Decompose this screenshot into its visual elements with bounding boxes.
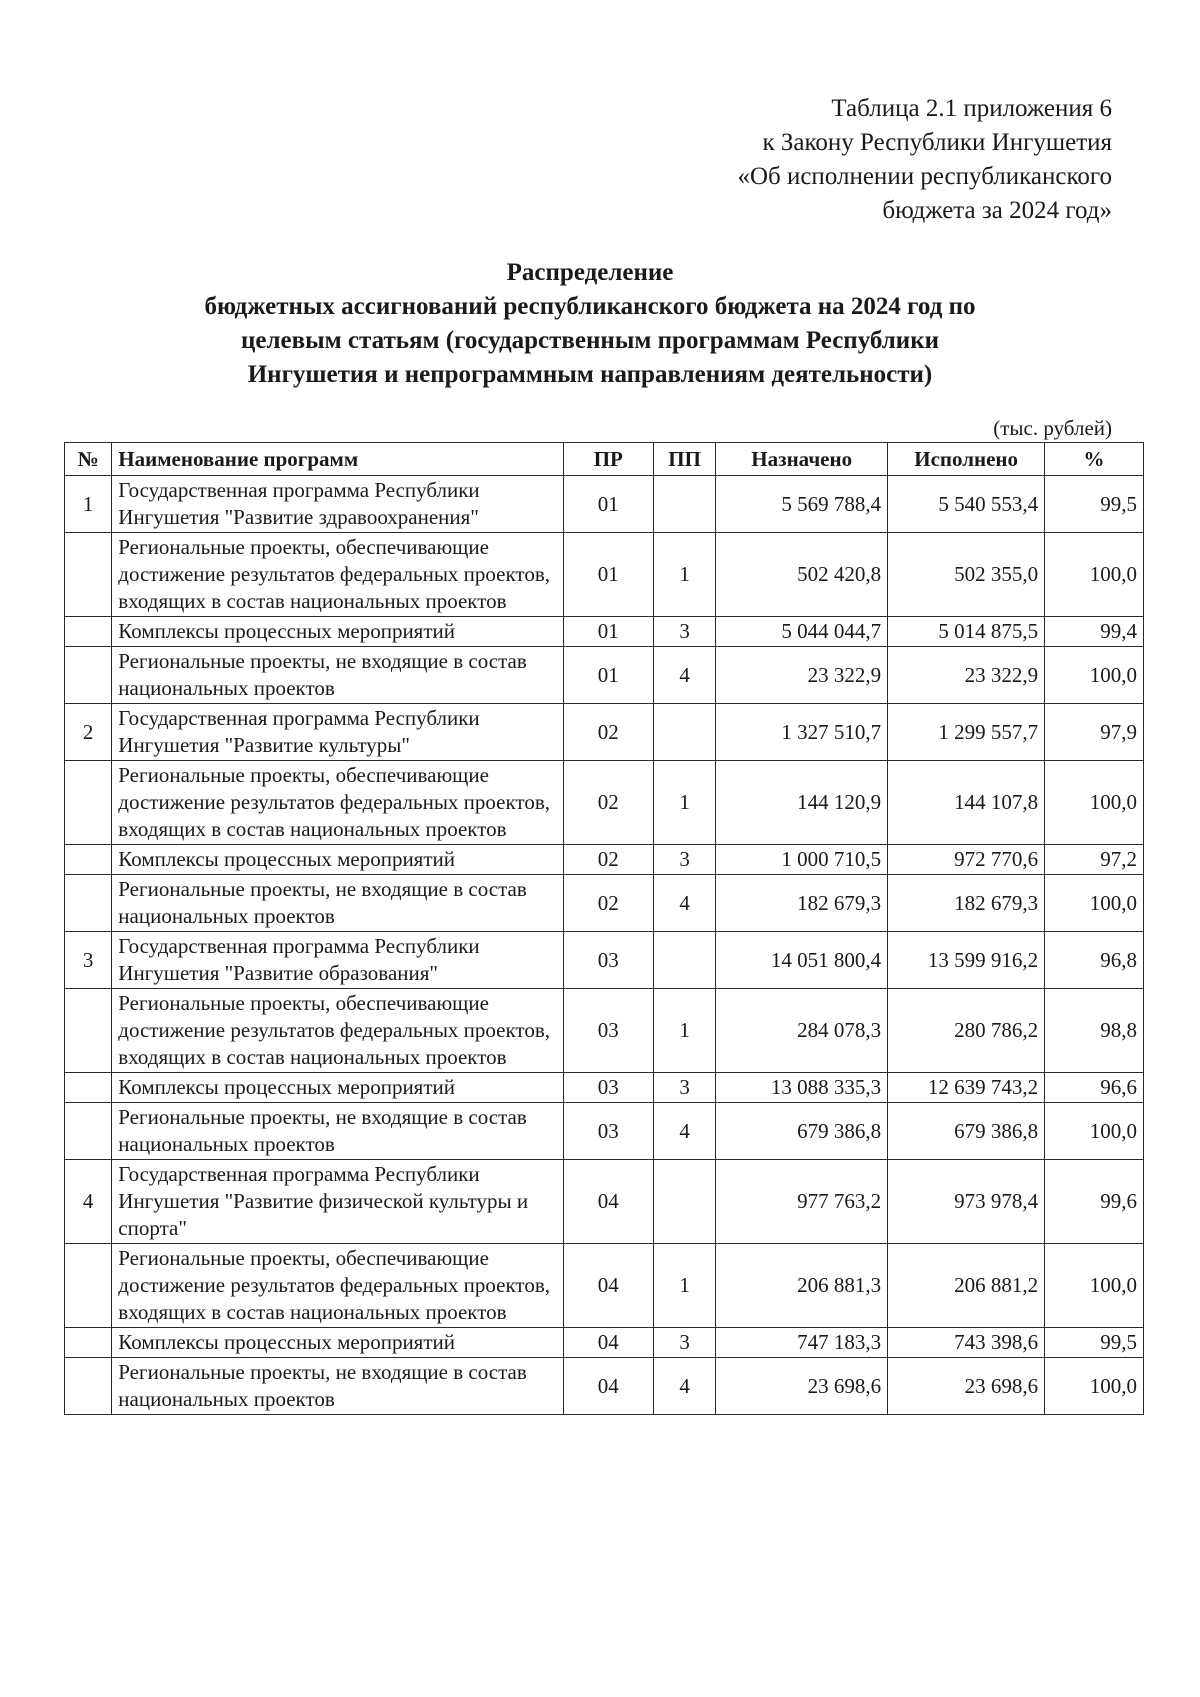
cell-number — [65, 1073, 112, 1103]
cell-pp: 3 — [653, 845, 715, 875]
cell-pr: 02 — [563, 704, 653, 761]
table-row — [65, 1358, 1144, 1415]
cell-pr: 03 — [563, 1103, 653, 1160]
cell-number: 4 — [65, 1160, 112, 1244]
document-title-line: бюджетных ассигнований республиканского бюджета на 2024 год по — [204, 293, 976, 320]
cell-pp — [653, 704, 715, 761]
cell-pp: 4 — [653, 647, 715, 704]
cell-executed: 502 355,0 — [888, 533, 1045, 617]
cell-percent: 96,6 — [1045, 1073, 1144, 1103]
cell-program-name: Региональные проекты, не входящие в состав национальных проектов — [112, 1103, 563, 1160]
cell-program-name: Государственная программа Республики Ингушетия "Развитие образования" — [112, 932, 563, 989]
cell-program-name: Региональные проекты, не входящие в состав национальных проектов — [112, 1358, 563, 1415]
table-row — [65, 476, 1144, 533]
cell-percent: 99,6 — [1045, 1160, 1144, 1244]
cell-pr: 04 — [563, 1328, 653, 1358]
cell-number — [65, 1358, 112, 1415]
cell-program-name: Региональные проекты, не входящие в состав национальных проектов — [112, 875, 563, 932]
cell-pr: 04 — [563, 1244, 653, 1328]
table-row — [65, 1328, 1144, 1358]
table-row — [65, 875, 1144, 932]
header-pr: ПР — [563, 443, 653, 476]
cell-number: 3 — [65, 932, 112, 989]
cell-executed: 743 398,6 — [888, 1328, 1045, 1358]
cell-executed: 23 698,6 — [888, 1358, 1045, 1415]
cell-pp: 1 — [653, 989, 715, 1073]
cell-pr: 03 — [563, 932, 653, 989]
cell-assigned: 977 763,2 — [716, 1160, 888, 1244]
cell-pr: 03 — [563, 1073, 653, 1103]
cell-assigned: 206 881,3 — [716, 1244, 888, 1328]
cell-executed: 206 881,2 — [888, 1244, 1045, 1328]
table-header-row — [65, 443, 1144, 476]
appendix-header-line: Таблица 2.1 приложения 6 — [831, 95, 1112, 122]
appendix-header — [592, 92, 1112, 228]
cell-executed: 1 299 557,7 — [888, 704, 1045, 761]
cell-pp: 1 — [653, 1244, 715, 1328]
cell-pp: 4 — [653, 875, 715, 932]
cell-pr: 04 — [563, 1358, 653, 1415]
cell-assigned: 5 044 044,7 — [716, 617, 888, 647]
cell-assigned: 23 322,9 — [716, 647, 888, 704]
table-row — [65, 932, 1144, 989]
cell-program-name: Региональные проекты, не входящие в состав национальных проектов — [112, 647, 563, 704]
cell-percent: 100,0 — [1045, 875, 1144, 932]
cell-program-name: Комплексы процессных мероприятий — [112, 1073, 563, 1103]
cell-pp: 3 — [653, 1328, 715, 1358]
table-row — [65, 1103, 1144, 1160]
table-row — [65, 1073, 1144, 1103]
cell-pr: 01 — [563, 647, 653, 704]
cell-program-name: Региональные проекты, обеспечивающие достижение результатов федеральных проектов, входящих в состав национальных проектов — [112, 761, 563, 845]
cell-percent: 97,9 — [1045, 704, 1144, 761]
cell-percent: 100,0 — [1045, 533, 1144, 617]
cell-pp: 1 — [653, 761, 715, 845]
cell-number — [65, 647, 112, 704]
cell-executed: 972 770,6 — [888, 845, 1045, 875]
cell-executed: 12 639 743,2 — [888, 1073, 1045, 1103]
cell-program-name: Государственная программа Республики Ингушетия "Развитие физической культуры и спорта" — [112, 1160, 563, 1244]
cell-pp: 1 — [653, 533, 715, 617]
table-row — [65, 533, 1144, 617]
cell-pr: 01 — [563, 617, 653, 647]
budget-table — [64, 442, 1144, 1415]
header-executed: Исполнено — [888, 443, 1045, 476]
table-row — [65, 704, 1144, 761]
cell-pr: 01 — [563, 476, 653, 533]
appendix-header-line: к Закону Республики Ингушетия — [762, 129, 1112, 156]
cell-assigned: 1 327 510,7 — [716, 704, 888, 761]
cell-number: 2 — [65, 704, 112, 761]
cell-executed: 182 679,3 — [888, 875, 1045, 932]
cell-pp: 4 — [653, 1103, 715, 1160]
cell-pp — [653, 1160, 715, 1244]
cell-executed: 23 322,9 — [888, 647, 1045, 704]
document-title-line: Распределение — [506, 259, 674, 286]
table-row — [65, 617, 1144, 647]
cell-program-name: Государственная программа Республики Ингушетия "Развитие культуры" — [112, 704, 563, 761]
cell-pr: 03 — [563, 989, 653, 1073]
cell-percent: 99,5 — [1045, 476, 1144, 533]
header-program-name: Наименование программ — [112, 443, 563, 476]
cell-number — [65, 989, 112, 1073]
cell-number — [65, 1244, 112, 1328]
cell-number — [65, 533, 112, 617]
cell-percent: 100,0 — [1045, 1358, 1144, 1415]
cell-pr: 02 — [563, 761, 653, 845]
cell-assigned: 5 569 788,4 — [716, 476, 888, 533]
cell-program-name: Государственная программа Республики Ингушетия "Развитие здравоохранения" — [112, 476, 563, 533]
table-row — [65, 1244, 1144, 1328]
cell-assigned: 679 386,8 — [716, 1103, 888, 1160]
cell-executed: 5 540 553,4 — [888, 476, 1045, 533]
document-title-line: Ингушетия и непрограммным направлениям деятельности) — [247, 361, 933, 388]
cell-executed: 144 107,8 — [888, 761, 1045, 845]
cell-pr: 02 — [563, 845, 653, 875]
document-title — [130, 256, 1050, 392]
cell-percent: 99,5 — [1045, 1328, 1144, 1358]
appendix-header-line: бюджета за 2024 год» — [882, 197, 1112, 224]
cell-assigned: 502 420,8 — [716, 533, 888, 617]
cell-assigned: 144 120,9 — [716, 761, 888, 845]
cell-pp — [653, 932, 715, 989]
cell-number — [65, 617, 112, 647]
cell-program-name: Комплексы процессных мероприятий — [112, 845, 563, 875]
header-percent: % — [1045, 443, 1144, 476]
cell-pr: 04 — [563, 1160, 653, 1244]
cell-percent: 99,4 — [1045, 617, 1144, 647]
cell-executed: 679 386,8 — [888, 1103, 1045, 1160]
cell-pp — [653, 476, 715, 533]
table-row — [65, 845, 1144, 875]
cell-executed: 13 599 916,2 — [888, 932, 1045, 989]
cell-executed: 280 786,2 — [888, 989, 1045, 1073]
cell-number — [65, 761, 112, 845]
cell-pr: 02 — [563, 875, 653, 932]
cell-percent: 100,0 — [1045, 761, 1144, 845]
cell-percent: 100,0 — [1045, 647, 1144, 704]
cell-assigned: 1 000 710,5 — [716, 845, 888, 875]
document-title-line: целевым статьям (государственным программам Республики — [241, 327, 939, 354]
cell-assigned: 747 183,3 — [716, 1328, 888, 1358]
cell-executed: 5 014 875,5 — [888, 617, 1045, 647]
cell-assigned: 14 051 800,4 — [716, 932, 888, 989]
table-row — [65, 647, 1144, 704]
header-assigned: Назначено — [716, 443, 888, 476]
cell-percent: 100,0 — [1045, 1103, 1144, 1160]
table-row — [65, 761, 1144, 845]
cell-executed: 973 978,4 — [888, 1160, 1045, 1244]
cell-program-name: Региональные проекты, обеспечивающие достижение результатов федеральных проектов, входящих в состав национальных проектов — [112, 533, 563, 617]
cell-number — [65, 1328, 112, 1358]
header-number: № — [65, 443, 112, 476]
cell-pp: 4 — [653, 1358, 715, 1415]
cell-pp: 3 — [653, 617, 715, 647]
header-pp: ПП — [653, 443, 715, 476]
cell-assigned: 182 679,3 — [716, 875, 888, 932]
units-label: (тыс. рублей) — [993, 416, 1112, 440]
cell-percent: 96,8 — [1045, 932, 1144, 989]
cell-number — [65, 845, 112, 875]
cell-number: 1 — [65, 476, 112, 533]
table-row — [65, 989, 1144, 1073]
cell-pr: 01 — [563, 533, 653, 617]
cell-program-name: Региональные проекты, обеспечивающие достижение результатов федеральных проектов, входящих в состав национальных проектов — [112, 989, 563, 1073]
table-row — [65, 1160, 1144, 1244]
cell-assigned: 23 698,6 — [716, 1358, 888, 1415]
cell-number — [65, 1103, 112, 1160]
cell-assigned: 284 078,3 — [716, 989, 888, 1073]
cell-program-name: Региональные проекты, обеспечивающие достижение результатов федеральных проектов, входящих в состав национальных проектов — [112, 1244, 563, 1328]
appendix-header-line: «Об исполнении республиканского — [737, 163, 1112, 190]
cell-percent: 97,2 — [1045, 845, 1144, 875]
cell-percent: 98,8 — [1045, 989, 1144, 1073]
cell-percent: 100,0 — [1045, 1244, 1144, 1328]
cell-program-name: Комплексы процессных мероприятий — [112, 1328, 563, 1358]
cell-program-name: Комплексы процессных мероприятий — [112, 617, 563, 647]
cell-number — [65, 875, 112, 932]
cell-pp: 3 — [653, 1073, 715, 1103]
cell-assigned: 13 088 335,3 — [716, 1073, 888, 1103]
table-body — [65, 476, 1144, 1415]
